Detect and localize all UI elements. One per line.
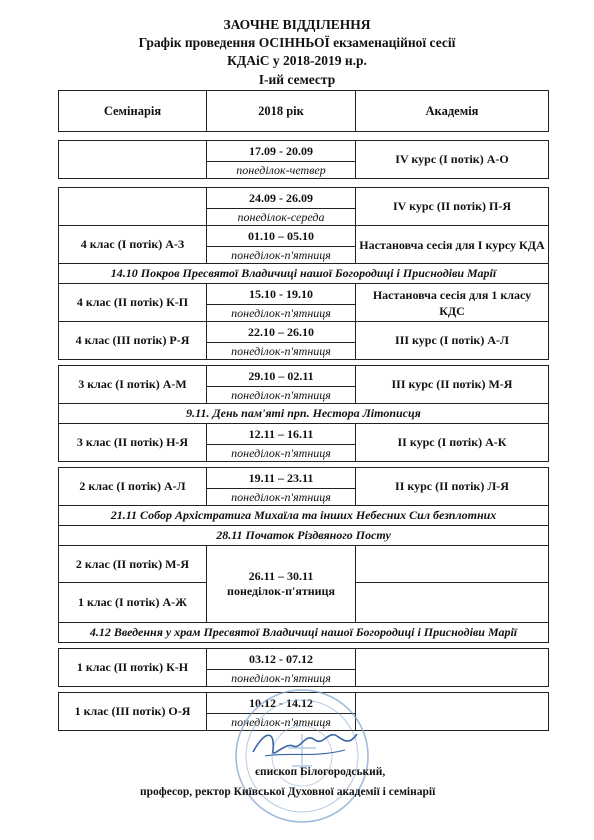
weekdays: понеділок-п'ятниця [207, 445, 356, 462]
date-range: 03.12 - 07.12 [207, 649, 356, 670]
seminary-cell: 4 клас (І потік) А-З [59, 226, 207, 264]
academy-cell: IV курс (І потік) А-О [356, 141, 549, 179]
handwritten-signature [245, 722, 360, 766]
weekdays: понеділок-четвер [207, 162, 356, 179]
weekdays: понеділок-п'ятниця [207, 247, 356, 264]
semester-label: І-ий семестр [258, 72, 336, 87]
holiday-row [59, 506, 549, 526]
table-row [59, 366, 549, 387]
academy-cell [356, 649, 549, 687]
col-year: 2018 рік [207, 91, 356, 132]
seminary-cell: 2 клас (ІІ потік) М-Я [59, 546, 207, 583]
signatory-position: професор, ректор Київської Духовної академії і семінарії [140, 786, 436, 798]
table-row [59, 424, 549, 445]
weekdays: понеділок-п'ятниця [207, 387, 356, 404]
holiday-note: 28.11 Початок Різдвяного Посту [59, 526, 549, 546]
date-range: 26.11 – 30.11 [248, 569, 314, 583]
holiday-note: 4.12 Введення у храм Пресвятої Владичиці нашої Богородиці і Приснодіви Марії [59, 623, 549, 643]
academy-cell: IV курс (ІІ потік) П-Я [356, 188, 549, 226]
academy-cell: Настановча сесія для І курсу КДА [356, 226, 549, 264]
weekdays: понеділок-п'ятниця [207, 489, 356, 506]
col-academy: Академія [356, 91, 549, 132]
holiday-row [59, 404, 549, 424]
weekdays: понеділок-п'ятниця [207, 670, 356, 687]
weekdays: понеділок-п'ятниця [207, 714, 356, 731]
seminary-cell: 3 клас (ІІ потік) Н-Я [59, 424, 207, 462]
date-range: 19.11 – 23.11 [207, 468, 356, 489]
holiday-row [59, 526, 549, 546]
date-range: 15.10 - 19.10 [207, 284, 356, 305]
schedule-title: Графік проведення ОСІННЬОЇ екзаменаційної сесії [138, 35, 456, 50]
seminary-cell: 4 клас (ІІ потік) К-П [59, 284, 207, 322]
schedule-table [58, 90, 549, 731]
academy-cell: ІІ курс (ІІ потік) Л-Я [356, 468, 549, 506]
seminary-cell [59, 188, 207, 226]
seminary-cell: 1 клас (ІІІ потік) О-Я [59, 693, 207, 731]
seminary-cell: 2 клас (І потік) А-Л [59, 468, 207, 506]
seminary-cell: 4 клас (ІІІ потік) Р-Я [59, 322, 207, 360]
date-range-merged [207, 546, 356, 623]
academy-cell: Настановча сесія для 1 класу КДС [356, 284, 549, 322]
weekdays: понеділок-п'ятниця [207, 305, 356, 322]
date-range: 12.11 – 16.11 [207, 424, 356, 445]
holiday-note: 9.11. День пам'яті прп. Нестора Літописця [59, 404, 549, 424]
seminary-cell: 1 клас (ІІ потік) К-Н [59, 649, 207, 687]
weekdays: понеділок-п'ятниця [227, 584, 335, 598]
seminary-cell [59, 141, 207, 179]
holiday-row [59, 623, 549, 643]
academy-cell: ІІІ курс (І потік) А-Л [356, 322, 549, 360]
date-range: 22.10 – 26.10 [207, 322, 356, 343]
academy-cell [356, 693, 549, 731]
seminary-cell: 1 клас (І потік) А-Ж [59, 583, 207, 623]
holiday-note: 14.10 Покров Пресвятої Владичиці нашої Богородиці і Приснодіви Марії [59, 264, 549, 284]
table-row [59, 188, 549, 209]
table-row [59, 468, 549, 489]
holiday-row [59, 264, 549, 284]
table-row [59, 649, 549, 670]
table-row [59, 322, 549, 343]
table-row [59, 226, 549, 247]
academy-cell: ІІІ курс (ІІ потік) М-Я [356, 366, 549, 404]
academy-cell [356, 546, 549, 583]
col-seminary: Семінарія [59, 91, 207, 132]
date-range: 17.09 - 20.09 [207, 141, 356, 162]
holiday-note: 21.11 Собор Архістратига Михаїла та інших Небесних Сил безплотних [59, 506, 549, 526]
weekdays: понеділок-середа [207, 209, 356, 226]
weekdays: понеділок-п'ятниця [207, 343, 356, 360]
signatory-title: єпископ Білогородський, [255, 766, 386, 778]
department-title: ЗАОЧНЕ ВІДДІЛЕННЯ [223, 17, 371, 32]
date-range: 01.10 – 05.10 [207, 226, 356, 247]
academy-cell [356, 583, 549, 623]
seminary-cell: 3 клас (І потік) А-М [59, 366, 207, 404]
date-range: 29.10 – 02.11 [207, 366, 356, 387]
date-range: 24.09 - 26.09 [207, 188, 356, 209]
academy-cell: ІІ курс (І потік) А-К [356, 424, 549, 462]
academic-year: КДАіС у 2018-2019 н.р. [227, 53, 367, 68]
table-row [59, 284, 549, 305]
table-row [59, 546, 549, 583]
date-range: 10.12 - 14.12 [207, 693, 356, 714]
table-row [59, 141, 549, 162]
table-header-row [59, 91, 549, 132]
